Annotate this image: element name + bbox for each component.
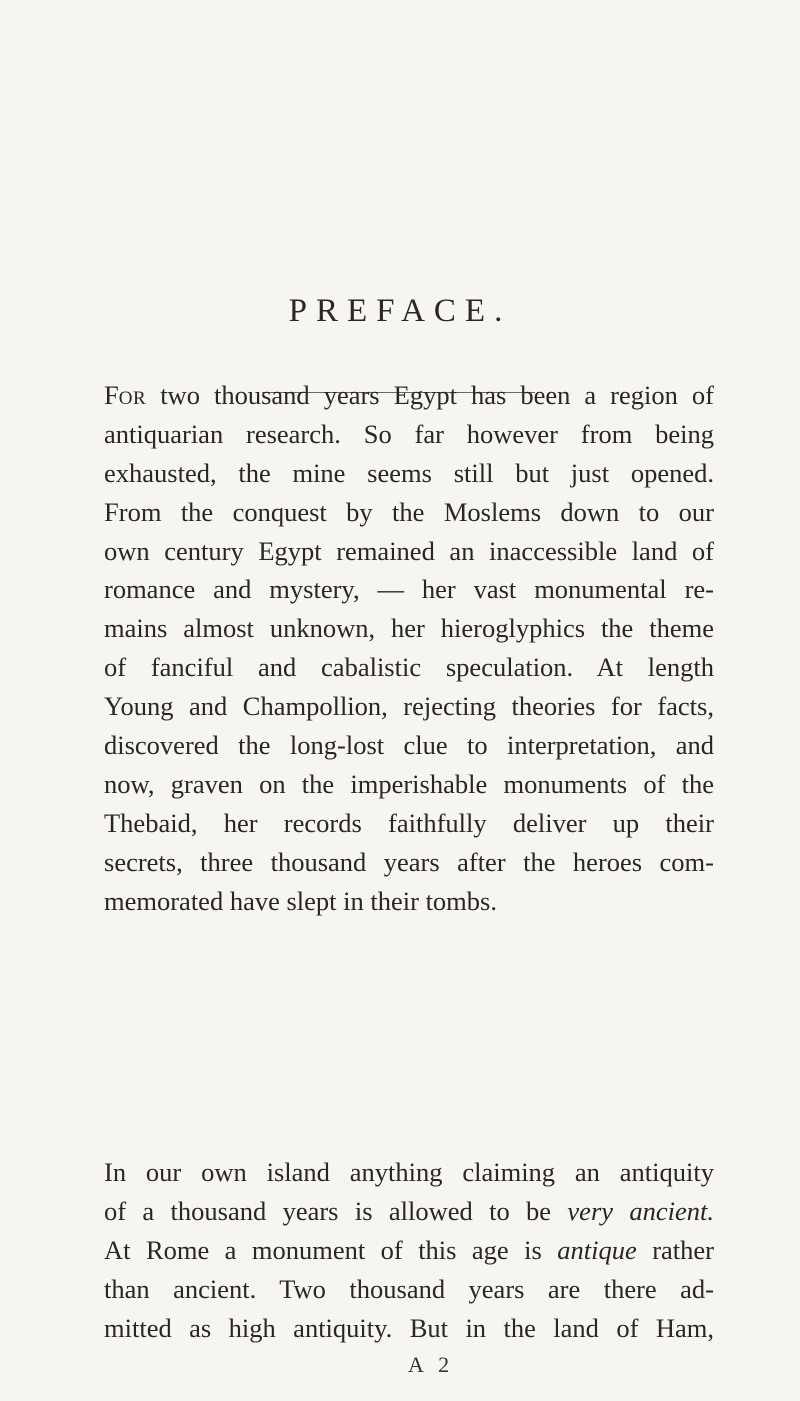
text-line: memorated have slept in their tombs. [104, 885, 497, 916]
text-line: secrets, three thousand years after the heroes com- [104, 846, 714, 877]
drop-letter: F [104, 380, 119, 410]
text-line: exhausted, the mine seems still but just opened. [104, 457, 714, 488]
text-line: of fanciful and cabalistic speculation. At length [104, 652, 714, 683]
text-line: of a thousand years is allowed to be very ancient. [104, 1195, 714, 1226]
text-line: romance and mystery, — her vast monumental re- [104, 574, 714, 605]
text-line: In our own island anything claiming an antiquity [104, 1157, 714, 1187]
signature-mark: A 2 [408, 1352, 455, 1377]
emphasis: antique [557, 1234, 637, 1265]
text-line: At Rome a monument of this age is antique rather [104, 1234, 714, 1265]
text-line: now, graven on the imperishable monuments of the [104, 768, 714, 799]
text-line: Thebaid, her records faithfully deliver up their [104, 807, 714, 838]
text-line: own century Egypt remained an inaccessible land of [104, 535, 714, 566]
small-caps-word: OR [118, 388, 147, 409]
preface-heading: PREFACE. [288, 293, 512, 329]
text-line: Young and Champollion, rejecting theories for facts, [104, 691, 714, 722]
text-line: mains almost unknown, her hieroglyphics the theme [104, 613, 714, 644]
paragraph-1 [104, 376, 714, 920]
text-line: than ancient. Two thousand years are there ad- [104, 1273, 714, 1304]
text-line: discovered the long-lost clue to interpretation, and [104, 730, 714, 761]
text-line: mitted as high antiquity. But in the land of Ham, [104, 1312, 714, 1343]
emphasis: very ancient. [567, 1195, 714, 1226]
text-line: From the conquest by the Moslems down to our [104, 496, 714, 527]
paragraph-2 [104, 1153, 714, 1347]
text-line: FOR two thousand years Egypt has been a region of [104, 380, 714, 410]
text-line: antiquarian research. So far however from being [104, 418, 714, 449]
